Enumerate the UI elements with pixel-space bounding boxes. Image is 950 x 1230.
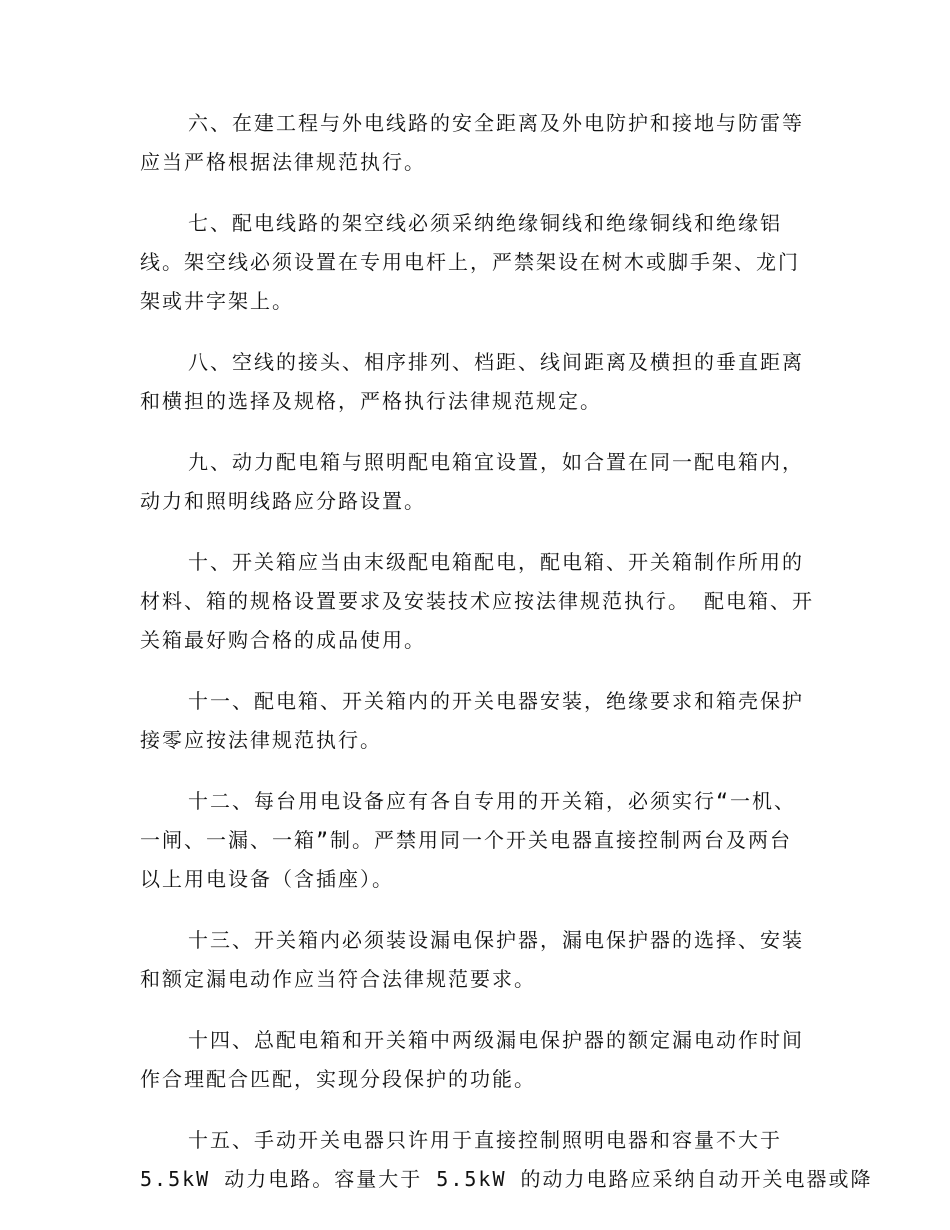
paragraph-6 — [140, 104, 812, 182]
paragraph-line: 一闸、一漏、一箱”制。严禁用同一个开关电器直接控制两台及两台 — [140, 828, 793, 852]
paragraph-line: 六、在建工程与外电线路的安全距离及外电防护和接地与防雷等 — [188, 111, 804, 135]
paragraph-line: 材料、箱的规格设置要求及安装技术应按法律规范执行。 配电箱、开 — [140, 589, 815, 613]
paragraph-8 — [140, 343, 812, 421]
paragraph-line: 和额定漏电动作应当符合法律规范要求。 — [140, 967, 536, 991]
paragraph-line: 七、配电线路的架空线必须采纳绝缘铜线和绝缘铜线和绝缘铝 — [188, 211, 782, 235]
paragraph-line: 5.5kW 动力电路。容量大于 5.5kW 的动力电路应采纳自动开关电器或降 — [140, 1167, 873, 1191]
paragraph-14 — [140, 1021, 812, 1099]
paragraph-line: 线。架空线必须设置在专用电杆上，严禁架设在树木或脚手架、龙门 — [140, 250, 800, 274]
paragraph-line: 关箱最好购合格的成品使用。 — [140, 628, 426, 652]
paragraph-12 — [140, 782, 812, 899]
paragraph-line: 十五、手动开关电器只许用于直接控制照明电器和容量不大于 — [188, 1128, 782, 1152]
paragraph-10 — [140, 543, 815, 660]
paragraph-line: 接零应按法律规范执行。 — [140, 728, 382, 752]
paragraph-line: 应当严格根据法律规范执行。 — [140, 150, 426, 174]
paragraph-line: 以上用电设备（含插座）。 — [140, 867, 394, 891]
paragraph-line: 十、开关箱应当由末级配电箱配电，配电箱、开关箱制作所用的 — [188, 550, 804, 574]
paragraph-line: 架或井字架上。 — [140, 289, 294, 313]
paragraph-line: 动力和照明线路应分路设置。 — [140, 489, 426, 513]
paragraph-line: 八、空线的接头、相序排列、档距、线间距离及横担的垂直距离 — [188, 350, 804, 374]
document-body — [140, 104, 873, 1221]
paragraph-11 — [140, 682, 812, 760]
paragraph-15 — [140, 1121, 873, 1199]
paragraph-line: 作合理配合匹配，实现分段保护的功能。 — [140, 1067, 536, 1091]
paragraph-line: 十三、开关箱内必须装设漏电保护器，漏电保护器的选择、安装 — [188, 928, 804, 952]
paragraph-line: 十四、总配电箱和开关箱中两级漏电保护器的额定漏电动作时间 — [188, 1028, 804, 1052]
paragraph-13 — [140, 921, 812, 999]
paragraph-9 — [140, 443, 812, 521]
paragraph-line: 和横担的选择及规格，严格执行法律规范规定。 — [140, 389, 602, 413]
paragraph-line: 九、动力配电箱与照明配电箱宜设置，如合置在同一配电箱内， — [188, 450, 804, 474]
paragraph-line: 十一、配电箱、开关箱内的开关电器安装，绝缘要求和箱壳保护 — [188, 689, 804, 713]
paragraph-line: 十二、每台用电设备应有各自专用的开关箱，必须实行“一机、 — [188, 789, 797, 813]
paragraph-7 — [140, 204, 812, 321]
